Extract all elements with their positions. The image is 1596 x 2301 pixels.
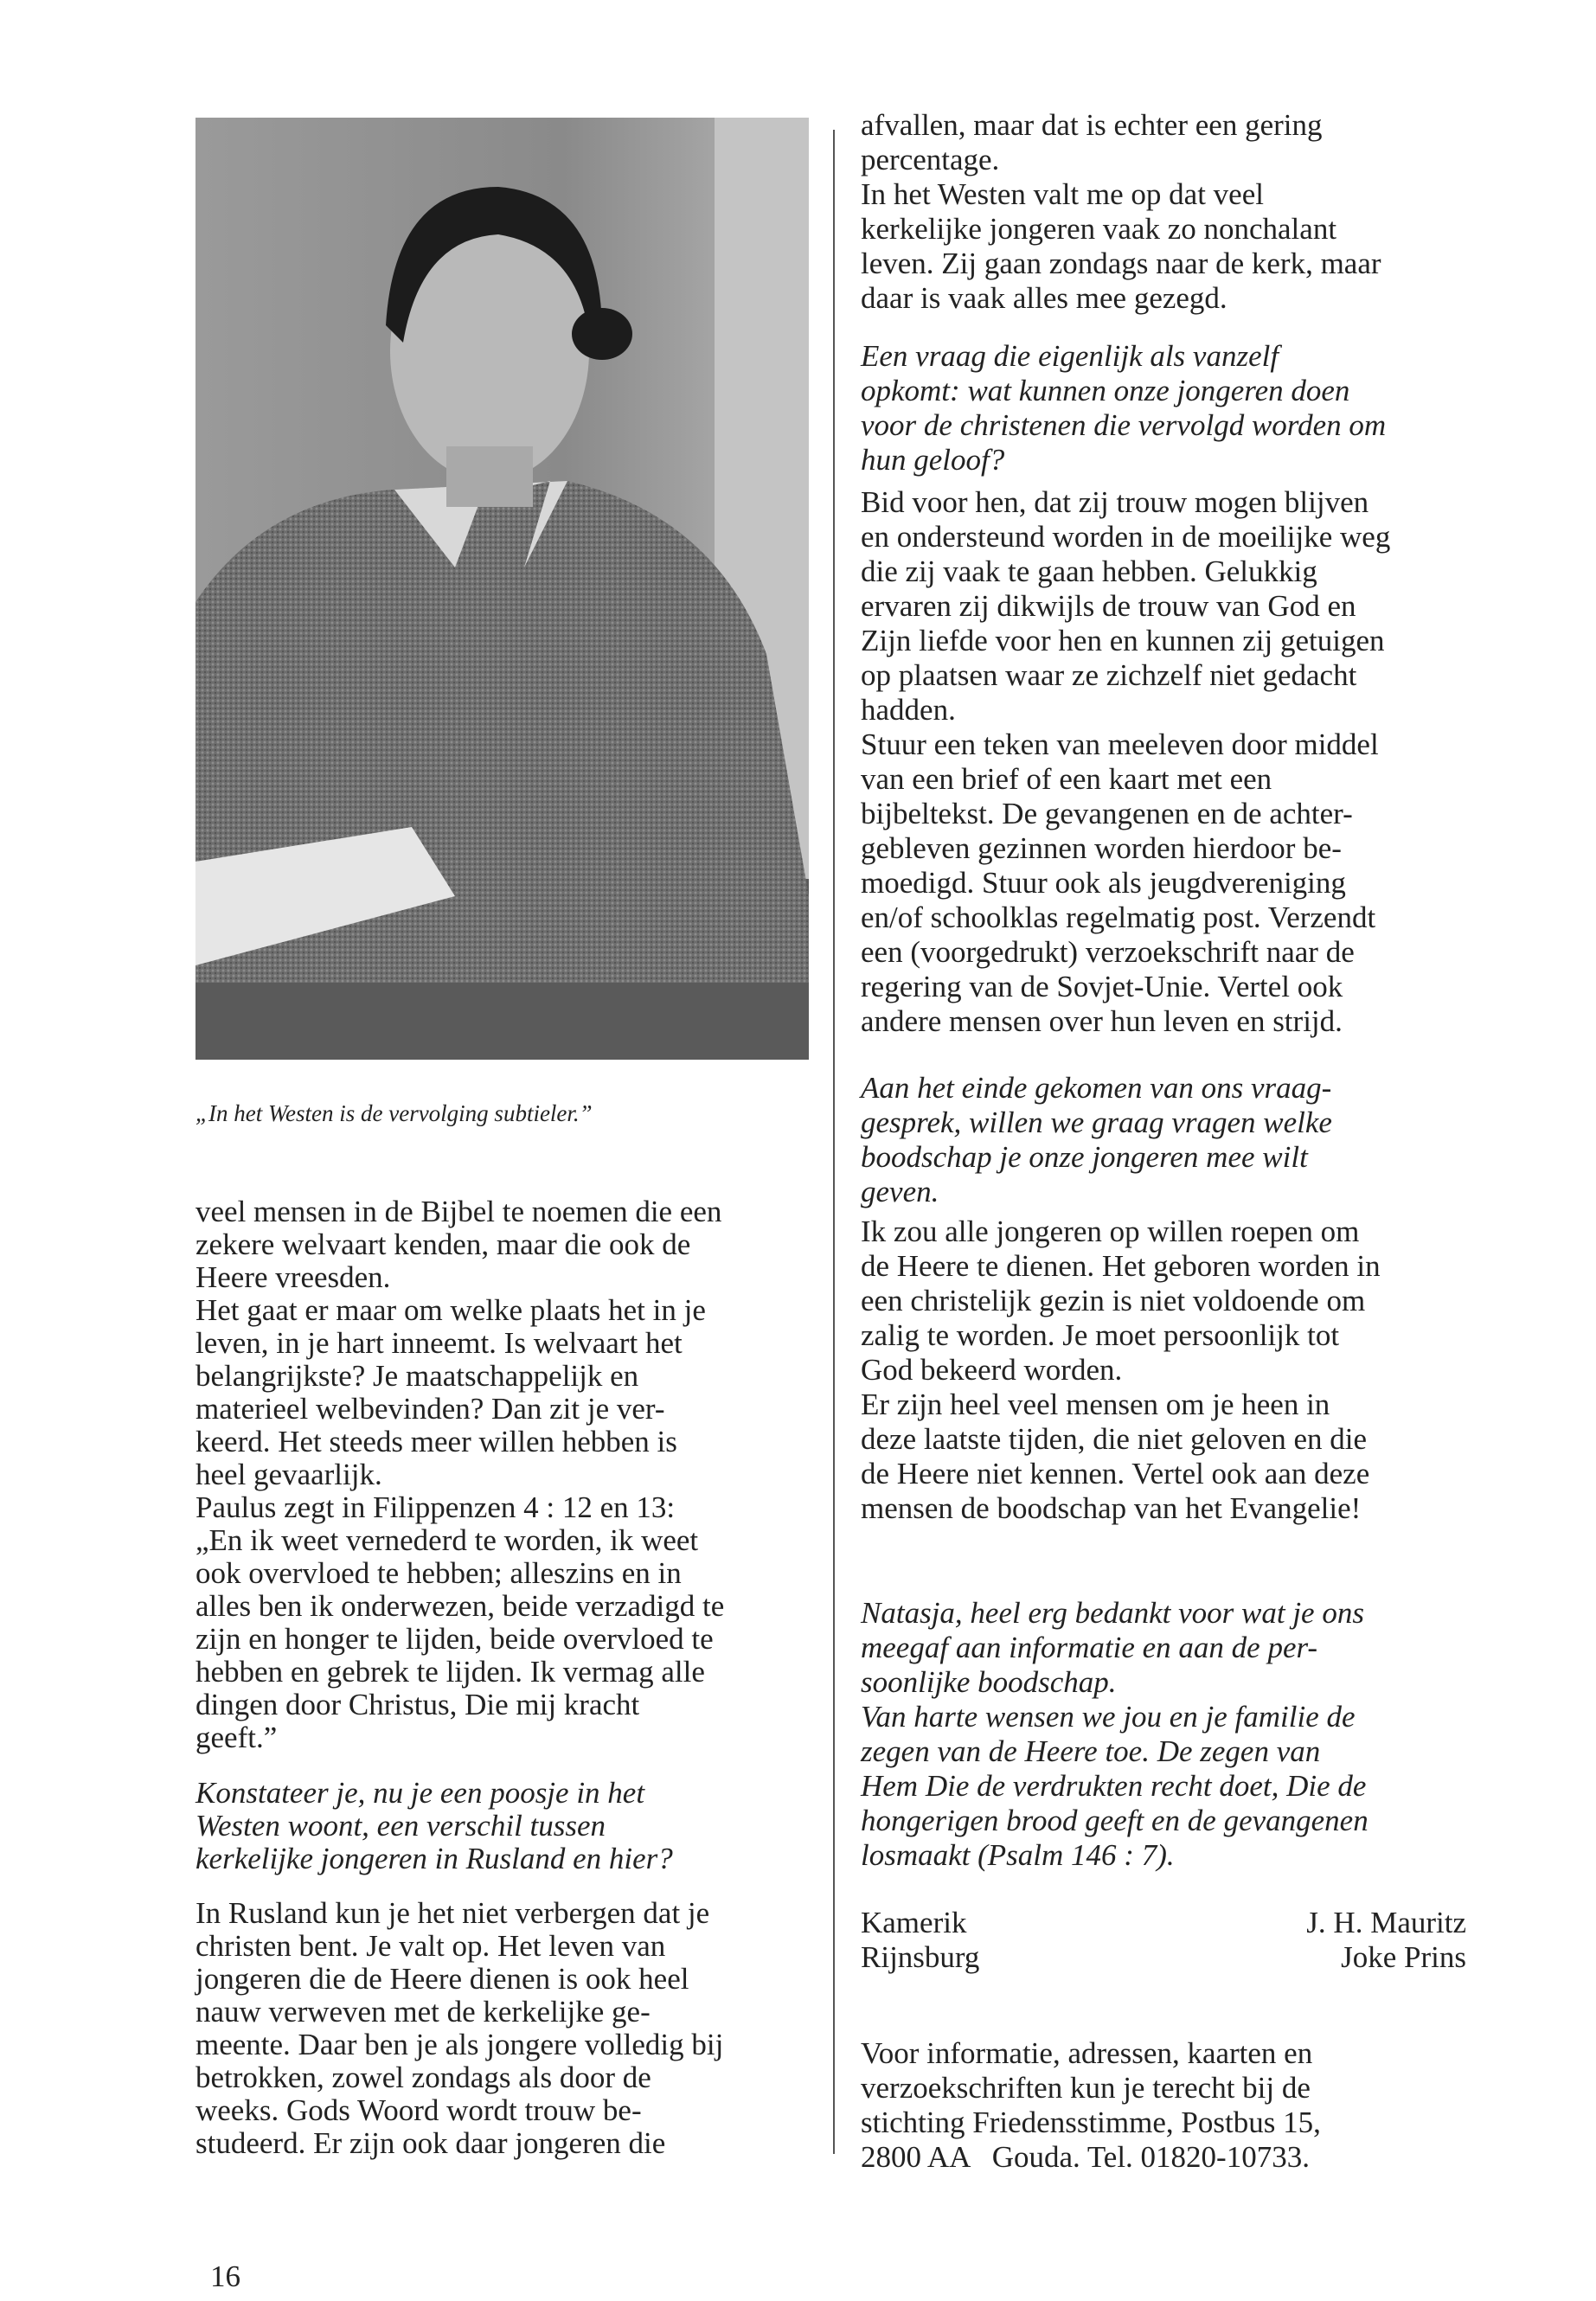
right-paragraph-1: afvallen, maar dat is echter een gering percentage. In het Westen valt me op dat veel kerkelijke jongeren vaak zo nonchalant leven. Zij gaan zondags naar de kerk, maar daar is vaak alles mee gezegd. <box>861 108 1381 315</box>
page-number: 16 <box>210 2259 240 2293</box>
signature-row <box>861 1906 1466 1940</box>
right-paragraph-3: Ik zou alle jongeren op willen roepen om de Heere te dienen. Het geboren worden in een christelijk gezin is niet voldoende om zalig te worden. Je moet persoonlijk tot God bekeerd worden. Er zijn heel veel mensen om je heen in deze laatste tijden, die niet geloven en die de Heere niet kennen. Vertel ook aan deze mensen de boodschap van het Evangelie! <box>861 1215 1381 1525</box>
closing-remarks: Natasja, heel erg bedankt voor wat je ons meegaf aan informatie en aan de per- soonlijke boodschap. Van harte wensen we jou en je familie de zegen van de Heere toe. De zegen van Hem Die de verdrukten recht doet, Die de hongerigen brood geeft en de gevangenen losmaakt (Psalm 146 : 7). <box>861 1596 1368 1872</box>
signature-place: Rijnsburg <box>861 1940 980 1974</box>
signature-name: Joke Prins <box>1341 1940 1466 1974</box>
contact-info: Voor informatie, adressen, kaarten en verzoekschriften kun je terecht bij de stichting Friedensstimme, Postbus 15, 2800 AA Gouda. Tel. 01820-10733. <box>861 2036 1321 2174</box>
right-question-2: Aan het einde gekomen van ons vraag- gesprek, willen we graag vragen welke boodschap je onze jongeren mee wilt geven. <box>861 1071 1332 1208</box>
signature-name: J. H. Mauritz <box>1306 1906 1466 1939</box>
portrait-illustration <box>195 118 809 1060</box>
signatures <box>861 1906 1466 1975</box>
photo-caption: „In het Westen is de vervolging subtieler.” <box>195 1100 593 1126</box>
signature-row <box>861 1940 1466 1975</box>
signature-place: Kamerik <box>861 1906 967 1939</box>
right-paragraph-2: Bid voor hen, dat zij trouw mogen blijven en ondersteund worden in de moeilijke weg die zij vaak te gaan hebben. Gelukkig ervaren zij dikwijls de trouw van God en Zijn liefde voor hen en kunnen zij getuigen op plaatsen waar ze zichzelf niet gedacht hadden. Stuur een teken van meeleven door middel van een brief of een kaart met een bijbeltekst. De gevangenen en de achter- gebleven gezinnen worden hierdoor be- moedigd. Stuur ook als jeugdvereniging en/of schoolklas regelmatig post. Verzendt een (voorgedrukt) verzoekschrift naar de regering van de Sovjet-Unie. Vertel ook andere mensen over hun leven en strijd. <box>861 485 1391 1038</box>
right-question-1: Een vraag die eigenlijk als vanzelf opkomt: wat kunnen onze jongeren doen voor de christenen die vervolgd worden om hun geloof? <box>861 339 1387 477</box>
column-divider <box>833 130 835 2154</box>
left-paragraph-2: In Rusland kun je het niet verbergen dat je christen bent. Je valt op. Het leven van jongeren die de Heere dienen is ook heel nauw verweven met de kerkelijke ge- meente. Daar ben je als jongere volledig bij betrokken, zowel zondags als door de weeks. Gods Woord wordt trouw be- studeerd. Er zijn ook daar jongeren die <box>195 1896 724 2160</box>
left-paragraph-1: veel mensen in de Bijbel te noemen die een zekere welvaart kenden, maar die ook de Heere vreesden. Het gaat er maar om welke plaats het in je leven, in je hart inneemt. Is welvaart het belangrijkste? Je maatschappelijk en materieel welbevinden? Dan zit je ver- keerd. Het steeds meer willen hebben is heel gevaarlijk. Paulus zegt in Filippenzen 4 : 12 en 13: „En ik weet vernederd te worden, ik weet ook overvloed te hebben; alleszins en in alles ben ik onderwezen, beide verzadigd te zijn en honger te lijden, beide overvloed te hebben en gebrek te lijden. Ik vermag alle dingen door Christus, Die mij kracht geeft.” <box>195 1195 725 1754</box>
left-question-1: Konstateer je, nu je een poosje in het Westen woont, een verschil tussen kerkelijke jongeren in Rusland en hier? <box>195 1776 673 1875</box>
portrait-photo <box>195 118 809 1060</box>
